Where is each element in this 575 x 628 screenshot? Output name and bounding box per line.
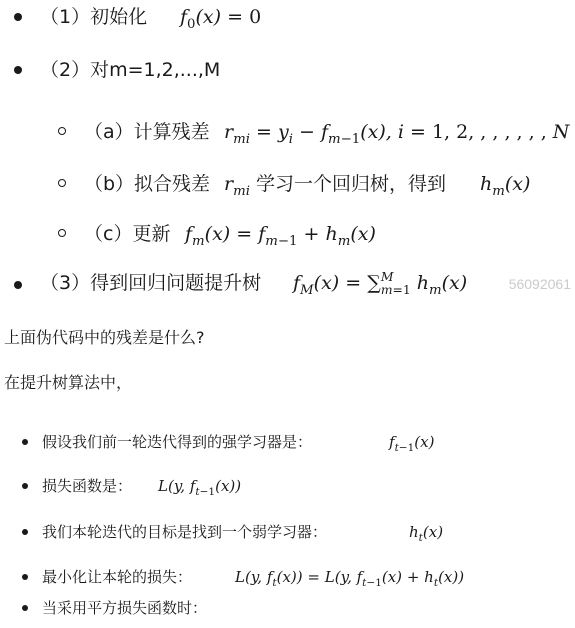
step-1-row <box>0 4 575 30</box>
bullet-icon <box>14 281 22 289</box>
step-2b-label: （b）拟合残差 <box>84 173 211 195</box>
bullet-icon <box>22 529 28 535</box>
bullet-text: 当采用平方损失函数时： <box>42 599 208 617</box>
step-2c-formula: $f_m(x) = f_{m-1} + h_m(x)$ <box>185 223 376 249</box>
question-paragraph <box>0 327 575 349</box>
bullet-text: 最小化让本轮的损失： <box>42 568 193 586</box>
circle-bullet-icon <box>58 127 66 135</box>
question-text: 上面伪代码中的残差是什么? <box>4 328 205 347</box>
step-2b-text: 学习一个回归树，得到 <box>256 173 447 195</box>
bullet-icon <box>22 483 28 489</box>
step-2c-label: （c）更新 <box>84 223 171 245</box>
list-item <box>0 431 575 453</box>
circle-bullet-icon <box>58 229 66 237</box>
step-2b-residual: $r_{mi}$ <box>224 173 250 199</box>
step-2a-row <box>0 119 575 145</box>
bullet-text: 假设我们前一轮迭代得到的强学习器是： <box>42 433 313 451</box>
step-2b-row <box>0 171 575 197</box>
bullet-text: 损失函数是： <box>42 477 133 495</box>
step-3-label: （3）得到回归问题提升树 <box>40 272 262 294</box>
bullet-formula: L(y, $f_t(x)) = L(y$, $f_{t-1}(x) + h_t(x)$) <box>235 568 465 589</box>
step-2a-label: （a）计算残差 <box>84 121 210 143</box>
list-item <box>0 597 575 619</box>
list-item <box>0 475 575 497</box>
step-3-formula: $f_M(x)$ = ∑ M m=1 $h_m(x)$ <box>293 270 468 298</box>
bullet-icon <box>22 605 28 611</box>
watermark: 56092061 <box>508 276 571 292</box>
step-2a-formula: $r_{mi} = y_i - f_{m-1}(x)$, i = 1, 2, , , , , , , N <box>224 121 570 147</box>
step-1-formula: $f_0(x) = 0$ <box>180 6 262 32</box>
bullet-formula: L(y, $f_{t-1}(x)$) <box>158 477 242 498</box>
list-item <box>0 521 575 543</box>
intro-paragraph <box>0 372 575 394</box>
bullet-formula: $h_t(x)$ <box>409 523 444 544</box>
bullet-icon <box>14 66 22 74</box>
step-3-row <box>0 270 575 300</box>
list-item <box>0 566 575 588</box>
bullet-icon <box>22 574 28 580</box>
intro-text: 在提升树算法中， <box>4 373 133 392</box>
step-1-label: （1）初始化 <box>40 6 148 28</box>
bullet-icon <box>14 13 22 21</box>
step-2c-row <box>0 221 575 247</box>
bullet-icon <box>22 439 28 445</box>
step-2b-tree: $h_m(x)$ <box>480 173 531 199</box>
step-2-row <box>0 57 575 83</box>
bullet-text: 我们本轮迭代的目标是找到一个弱学习器： <box>42 523 328 541</box>
bullet-formula: $f_{t-1}(x)$ <box>389 433 435 454</box>
circle-bullet-icon <box>58 179 66 187</box>
step-2-label: （2）对m=1,2,...,M <box>40 59 221 81</box>
